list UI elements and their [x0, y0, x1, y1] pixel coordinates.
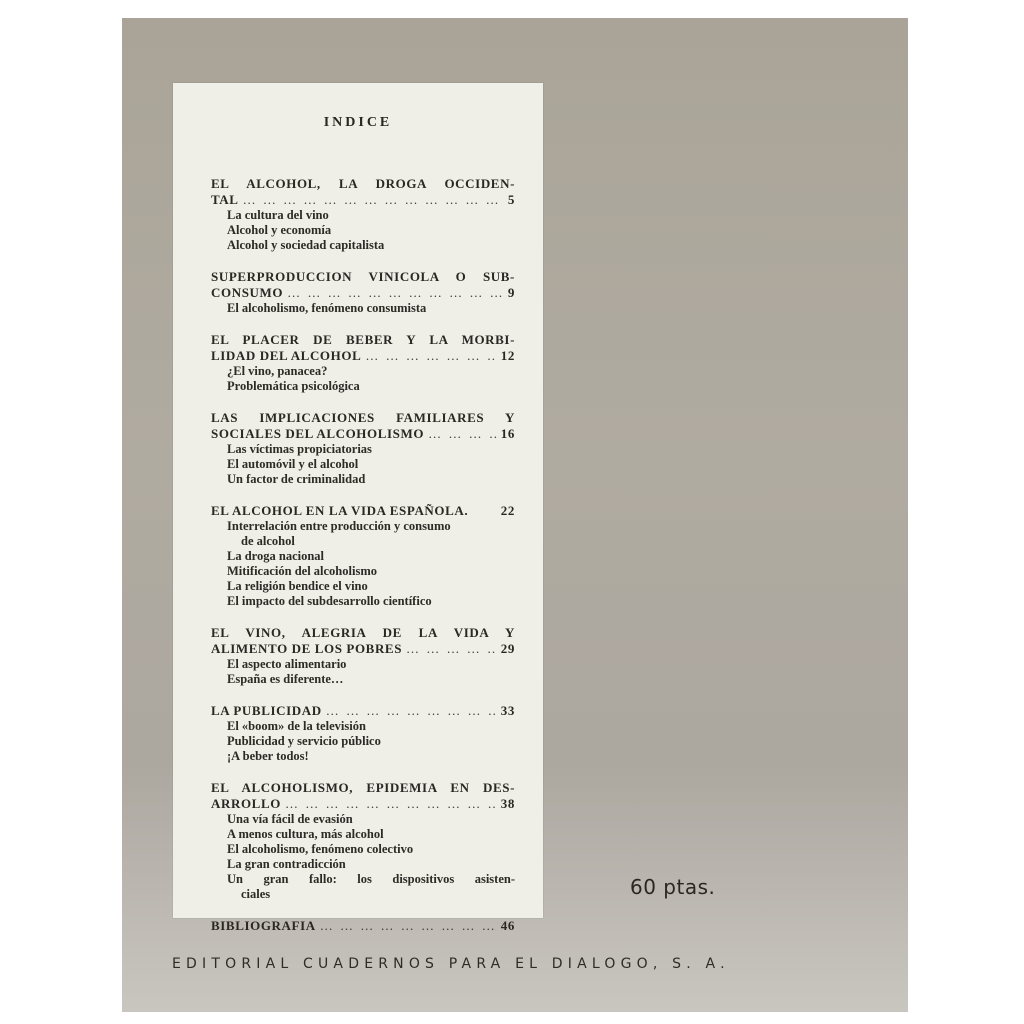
section-heading-line: LAS IMPLICACIONES FAMILIARES Y [211, 410, 515, 425]
section-heading-line: LA PUBLICIDAD [211, 703, 322, 718]
page-number: 9 [507, 285, 515, 300]
subsection-item: El «boom» de la televisión [227, 719, 366, 733]
dot-leader [320, 918, 497, 934]
subsection-item: Interrelación entre producción y consumo [227, 519, 451, 533]
subsection-item: ¿El vino, panacea? [227, 364, 328, 378]
section-heading-row [211, 426, 515, 442]
page-number: 38 [500, 796, 515, 811]
index-section [211, 625, 515, 687]
index-section [211, 332, 515, 394]
page-number: 46 [500, 918, 515, 933]
subsection-item: La cultura del vino [227, 208, 329, 222]
index-panel [173, 83, 543, 933]
section-heading-line: EL VINO, ALEGRIA DE LA VIDA Y [211, 625, 515, 640]
index-entries [211, 176, 515, 950]
index-section [211, 410, 515, 487]
section-heading-line: SUPERPRODUCCION VINICOLA O SUB- [211, 269, 515, 284]
subsection-item: España es diferente… [227, 672, 344, 686]
dot-leader [365, 348, 496, 364]
subsection-item: El impacto del subdesarrollo científico [227, 594, 432, 608]
section-heading-row [211, 918, 515, 934]
subsection-item: El automóvil y el alcohol [227, 457, 359, 471]
index-title: INDICE [323, 115, 393, 130]
subsection-item: El alcoholismo, fenómeno colectivo [227, 842, 414, 856]
dot-leader [406, 641, 497, 657]
section-heading-line: TAL [211, 192, 239, 207]
subsection-item: Las víctimas propiciatorias [227, 442, 372, 456]
dot-leader [243, 192, 504, 208]
subsection-item: Una vía fácil de evasión [227, 812, 353, 826]
index-section [211, 780, 515, 902]
section-heading-row [211, 503, 515, 519]
section-heading-line: ARROLLO [211, 796, 281, 811]
section-heading-row [211, 641, 515, 657]
section-heading-line: BIBLIOGRAFIA [211, 918, 316, 933]
subsection-item: El aspecto alimentario [227, 657, 347, 671]
section-heading-line: ALIMENTO DE LOS POBRES [211, 641, 403, 656]
section-heading-line: LIDAD DEL ALCOHOL [211, 348, 362, 363]
publisher-imprint: EDITORIAL CUADERNOS PARA EL DIALOGO, S. A. [172, 956, 730, 972]
subsection-item: Publicidad y servicio público [227, 734, 381, 748]
dot-leader [285, 796, 497, 812]
page-number: 5 [507, 192, 515, 207]
subsection-item: Alcohol y sociedad capitalista [227, 238, 385, 252]
section-heading-line: EL ALCOHOLISMO, EPIDEMIA EN DES- [211, 780, 515, 795]
page-number: 12 [500, 348, 515, 363]
page-number: 33 [500, 703, 515, 718]
dot-leader [287, 285, 504, 301]
section-heading-line: EL ALCOHOL, LA DROGA OCCIDEN- [211, 176, 515, 191]
section-heading-row [211, 796, 515, 812]
subsection-item: Mitificación del alcoholismo [227, 564, 377, 578]
dot-leader [428, 426, 497, 442]
subsection-item: La droga nacional [227, 549, 325, 563]
index-section [211, 503, 515, 609]
section-heading-line: CONSUMO [211, 285, 284, 300]
subsection-item: de alcohol [241, 534, 295, 548]
subsection-item: El alcoholismo, fenómeno consumista [227, 301, 427, 315]
subsection-item: La gran contradicción [227, 857, 346, 871]
dot-leader [326, 703, 497, 719]
page-number: 22 [500, 503, 515, 518]
section-heading-row [211, 285, 515, 301]
subsection-item: La religión bendice el vino [227, 579, 368, 593]
index-section [211, 918, 515, 934]
subsection-item: Alcohol y economía [227, 223, 332, 237]
subsection-item: ¡A beber todos! [227, 749, 309, 763]
page-number: 29 [500, 641, 515, 656]
subsection-item: ciales [241, 887, 271, 901]
index-section [211, 176, 515, 253]
section-heading-line: SOCIALES DEL ALCOHOLISMO [211, 426, 425, 441]
section-heading-row [211, 348, 515, 364]
section-heading-row [211, 703, 515, 719]
page-number: 16 [500, 426, 515, 441]
subsection-item: Problemática psicológica [227, 379, 360, 393]
price-label: 60 ptas. [630, 875, 716, 899]
subsection-item: Un factor de criminalidad [227, 472, 366, 486]
index-section [211, 269, 515, 316]
subsection-item: A menos cultura, más alcohol [227, 827, 384, 841]
section-heading-line: EL PLACER DE BEBER Y LA MORBI- [211, 332, 515, 347]
subsection-item: Un gran fallo: los dispositivos asisten- [227, 872, 515, 886]
section-heading-line: EL ALCOHOL EN LA VIDA ESPAÑOLA. [211, 503, 469, 518]
index-section [211, 703, 515, 764]
section-heading-row [211, 192, 515, 208]
